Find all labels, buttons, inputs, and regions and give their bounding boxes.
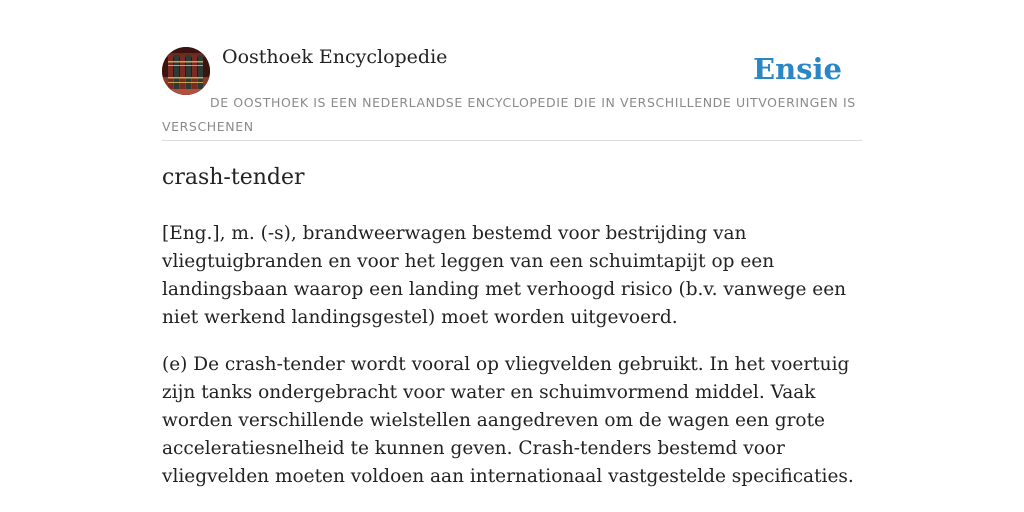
entry-title: crash-tender (162, 165, 305, 190)
ensie-logo-link[interactable]: Ensie (753, 52, 842, 86)
entry-paragraph-1: [Eng.], m. (-s), brandweerwagen bestemd voor bestrijding van vliegtuigbranden en voor het leggen van een schuimtapijt op een landingsbaan waarop een landing met verhoogd risico (b.v. vanwege een niet werkend landingsgestel) moet worden uitgevoerd. (162, 223, 847, 328)
encyclopedia-books-icon[interactable] (162, 47, 210, 95)
site-tagline: DE OOSTHOEK IS EEN NEDERLANDSE ENCYCLOPEDIE DIE IN VERSCHILLENDE UITVOERINGEN IS VERSCHENEN (162, 95, 856, 134)
entry-content (162, 162, 864, 510)
site-header (162, 46, 862, 141)
entry-paragraph-2: (e) De crash-tender wordt vooral op vliegvelden gebruikt. In het voertuig zijn tanks ondergebracht voor water en schuimvormend middel. Vaak worden verschillende wielstellen aangedreven om de wagen een grote acceleratiesnelheid te kunnen geven. Crash-tenders bestemd voor vliegvelden moeten voldoen aan internationaal vastgestelde specificaties. (162, 354, 854, 487)
site-name[interactable]: Oosthoek Encyclopedie (222, 46, 448, 68)
